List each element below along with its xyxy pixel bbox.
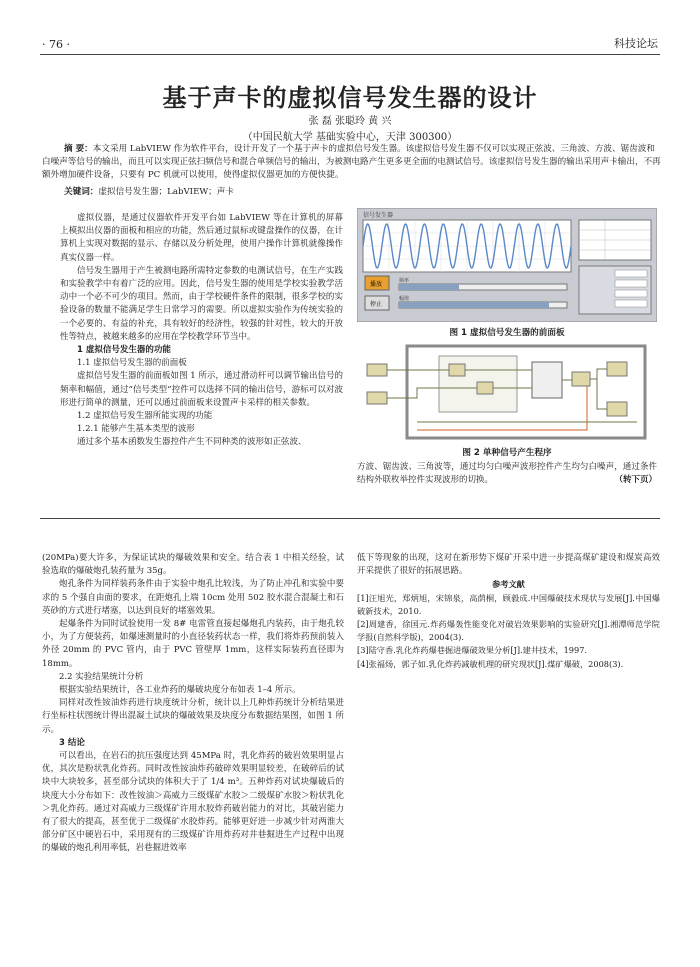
lower-right-column bbox=[357, 552, 660, 671]
body-paragraph: 炮孔条件为同样装药条件由于实验中炮孔比较浅，为了防止冲孔和实验中要求的 5 个强自由面的要求，在距炮孔上端 10cm 处用 502 胶水混合混凝土和石英砂的方式进行堵塞，以达到良好的堵塞效果。 bbox=[42, 579, 344, 616]
page-number: · 76 · bbox=[42, 38, 70, 51]
graph-title-label: 信号发生器 bbox=[363, 212, 394, 219]
body-paragraph: 根据实验结果统计，各工业炸药的爆破块度分布如表 1–4 所示。 bbox=[59, 685, 301, 696]
reference-item: [3]陆守香.乳化炸药爆巷掘进爆破效果分析[J].建井技术，1997. bbox=[357, 645, 588, 656]
frequency-slider-label: 频率 bbox=[399, 278, 410, 284]
body-paragraph: 起爆条件为同时试验使用一发 8# 电雷管直接起爆炮孔内装药，由于炮孔较小，为了方便装药，如爆速测量时的小直径装药状态一样，我们将炸药预前装入外径 20mm 的 PVC 管内，由于 PVC 管壁厚 1mm，这样实际装药直径即为 18mm。 bbox=[42, 619, 344, 669]
abstract bbox=[42, 143, 662, 182]
frequency-slider-fill bbox=[399, 284, 459, 290]
references-title: 参考文献 bbox=[492, 579, 525, 590]
body-paragraph: (20MPa)要大许多，为保证试块的爆破效果和安全。结合表 1 中相关经验，试验选取的爆破炮孔装药量为 35g。 bbox=[42, 553, 344, 577]
section-paragraph: 虚拟信号发生器的前面板如图 1 所示，通过滑动杆可以调节输出信号的频率和幅值，通过“信号类型”控件可以选择不同的输出信号，游标可以对波形进行简单的测量，还可以通过前面板来设置声卡采样的相关参数。 bbox=[60, 371, 343, 408]
figure-1-caption: 图 1 虚拟信号发生器的前面板 bbox=[449, 328, 565, 338]
continued-paragraph: 方波、锯齿波、三角波等，通过均匀白噪声波形控件产生均匀白噪声，通过条件结构外联枚举控件实现波形的切换。 （转下页） bbox=[357, 461, 657, 487]
subsection-heading: 1.2 虚拟信号发生器所能实现的功能 bbox=[77, 411, 213, 422]
article-authors: 张 磊 张聪玲 黄 兴 bbox=[308, 116, 392, 127]
article-title: 基于声卡的虚拟信号发生器的设计 bbox=[162, 84, 538, 112]
article-affiliation: （中国民航大学 基础实验中心，天津 300300） bbox=[242, 132, 458, 143]
article-divider bbox=[40, 518, 660, 519]
section-heading: 1 虚拟信号发生器的功能 bbox=[77, 345, 171, 356]
reference-item: [1]汪旭光，郑炳旭，宋锦泉，高荫桐，顾毅成.中国爆破技术现状与发展[J].中国爆破新技术，2010. bbox=[357, 592, 660, 616]
upper-right-text bbox=[357, 461, 657, 487]
body-paragraph: 同样对改性铵油炸药进行块度统计分析，统计以上几种炸药统计分析结果进行坐标柱状图统计得出混凝土试块的爆破效果及块度分布数据结果图，如图 1 所示。 bbox=[42, 698, 344, 735]
stop-button-label: 停止 bbox=[370, 301, 383, 308]
body-paragraph: 可以看出，在岩石的抗压强度达到 45MPa 时，乳化炸药的破岩效果明显占优，其次是粉状乳化炸药。同时改性铵油炸药破碎效果明显较差，在破碎后的试块中大块较多，甚至部分试块的体积大于了 1/4 m³。五种炸药对试块爆破后的块度大小分布如下：改性铵油＞高威力三级煤矿水胶＞二级煤矿水胶＞粉状乳化＞乳化炸药。通过对高威力三级煤矿许用水胶炸药破岩能力的对比，其破岩能力有了很大的提高，甚至优于二级煤矿水胶炸药。能够更好进一步减少针对两淮大部分矿区中硬岩石中，采用现有的三级煤矿许用炸药对井巷掘进生产过程中出现的爆破的炮孔利用率低，岩巷掘进效率 bbox=[42, 751, 344, 854]
keywords-text: 虚拟信号发生器；LabVIEW；声卡 bbox=[98, 187, 234, 197]
section-heading: 3 结论 bbox=[59, 737, 85, 748]
waveform-block bbox=[532, 362, 562, 398]
references bbox=[357, 578, 660, 670]
section-paragraph: 通过多个基本函数发生器控件产生不同种类的波形如正弦波、 bbox=[77, 437, 307, 448]
keywords bbox=[64, 185, 234, 197]
lower-left-column bbox=[42, 552, 344, 856]
figure-2-block-diagram bbox=[357, 342, 657, 442]
abstract-label: 摘 要： bbox=[64, 144, 93, 154]
figure-1-front-panel bbox=[357, 208, 657, 322]
amplitude-slider-label: 幅值 bbox=[399, 296, 410, 302]
intro-paragraph: 虚拟仪器，是通过仪器软件开发平台如 LabVIEW 等在计算机的屏幕上模拟出仪器的面板和相应的功能，然后通过鼠标或键盘操作的仪器，在计算机上实现对数据的显示、存储以及分析处理，使用户操作计算机就像操作真实仪器一样。 bbox=[60, 213, 343, 263]
continued-note: （转下页） bbox=[614, 475, 657, 486]
subsection-heading: 2.2 实验结果统计分析 bbox=[59, 671, 144, 682]
keywords-label: 关键词： bbox=[64, 187, 99, 197]
column-name: 科技论坛 bbox=[614, 37, 658, 50]
subsection-heading: 1.1 虚拟信号发生器的前面板 bbox=[77, 358, 187, 369]
abstract-text: 本文采用 LabVIEW 作为软件平台，设计开发了一个基于声卡的虚拟信号发生器。该虚拟信号发生器不仅可以实现正弦波、三角波、方波、锯齿波和白噪声等信号的输出，而且可以实现正弦扫频信号和混合单频信号的输出，为被测电路产生更多更全面的电测试信号。该虚拟信号发生器的输出采用声卡输出，不再额外增加硬件设备，只要有 PC 机就可以使用，使得虚拟仪器更加的方便快捷。 bbox=[42, 144, 661, 180]
reference-item: [4]张福炀，郭子如.乳化炸药减敏机理的研究现状[J].煤矿爆破，2008(3). bbox=[357, 658, 624, 669]
header-divider bbox=[40, 54, 660, 55]
upper-left-column bbox=[60, 212, 343, 450]
subsection-heading: 1.2.1 能够产生基本类型的波形 bbox=[77, 424, 195, 435]
amplitude-slider-fill bbox=[399, 302, 549, 308]
body-paragraph: 低下等现象的出现，这对在新形势下煤矿开采中进一步提高煤矿建设和煤炭高效开采提供了很好的拓展思路。 bbox=[357, 553, 660, 577]
intro-paragraph: 信号发生器用于产生被测电路所需特定参数的电测试信号，在生产实践和实验教学中有着广泛的应用。因此，信号发生器的使用是学校实验教学活动中一个必不可少的项目。然而，由于学校硬件条件的限制，很多学校的实验设备的数量不能满足学生日常学习的需要。所以虚拟实验作为传统实验的一个必要的、有益的补充，具有较好的经济性，较强的针对性，较大的开放性等特点，被越来越多的应用在学校教学环节当中。 bbox=[60, 265, 343, 342]
reference-item: [2]周建香，徐国元.炸药爆轰性能变化对破岩效果影响的实验研究[J].湘潭师范学院学报(自然科学版)，2004(3). bbox=[357, 619, 660, 643]
play-button-label: 播放 bbox=[370, 281, 383, 288]
figure-2-caption: 图 2 单种信号产生程序 bbox=[462, 448, 552, 458]
